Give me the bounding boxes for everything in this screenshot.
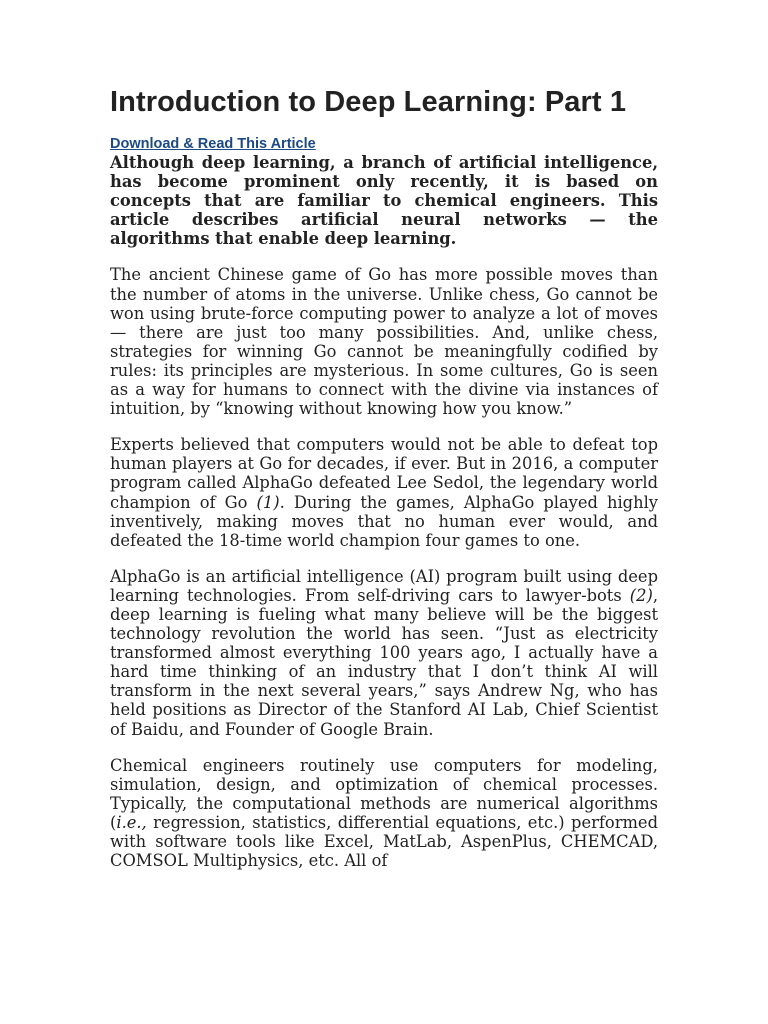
paragraph-text: , deep learning is fueling what many believe will be the biggest technology revolution the world has seen. “Just as electricity transformed almost everything 100 years ago, I actually have a hard time thinking of an industry that I don’t think AI will transform in the next several years,” says Andrew Ng, who has held positions as Director of the Stanford AI Lab, Chief Scientist of Baidu, and Founder of Google Brain. — [110, 585, 658, 739]
paragraph-text: . During the games, AlphaGo played highly inventively, making moves that no human ever would, and defeated the 18-time world champion four games to one. — [110, 492, 658, 550]
article-title: Introduction to Deep Learning: Part 1 — [110, 86, 627, 118]
reference-citation-2: (2) — [629, 585, 653, 605]
paragraph-chemical-engineers — [110, 756, 658, 871]
article-body — [110, 153, 658, 887]
paragraph-text: Chemical engineers routinely use computers for modeling, simulation, design, and optimization of chemical processes. Typically, the computational methods are numerical algorithms ( — [110, 755, 658, 832]
paragraph-alphago-victory — [110, 435, 658, 550]
paragraph-go-game: The ancient Chinese game of Go has more possible moves than the number of atoms in the universe. Unlike chess, Go cannot be won using brute-force computing power to analyze a lot of moves — there are just too many possibilities. And, unlike chess, strategies for winning Go cannot be meaningfully codified by rules: its principles are mysterious. In some cultures, Go is seen as a way for humans to connect with the divine via instances of intuition, by “knowing without knowing how you know.” — [110, 265, 658, 419]
article-lede: Although deep learning, a branch of artificial intelligence, has become prominent only recently, it is based on concepts that are familiar to chemical engineers. This article describes artificial neural networks — the algorithms that enable deep learning. — [110, 153, 658, 249]
paragraph-text: AlphaGo is an artificial intelligence (AI) program built using deep learning technologies. From self-driving cars to lawyer-bots — [110, 566, 658, 605]
download-article-link[interactable]: Download & Read This Article — [110, 136, 316, 152]
paragraph-text: regression, statistics, differential equations, etc.) performed with software tools like Excel, MatLab, AspenPlus, CHEMCAD, COMSOL Multiphysics, etc. All of — [110, 812, 658, 871]
italic-ie: i.e., — [116, 812, 147, 832]
paragraph-text: Experts believed that computers would not be able to defeat top human players at Go for decades, if ever. But in 2016, a computer program called AlphaGo defeated Lee Sedol, the legendary world champion of Go — [110, 435, 658, 512]
reference-citation-1: (1) — [256, 492, 280, 512]
paragraph-ai-revolution — [110, 567, 658, 739]
